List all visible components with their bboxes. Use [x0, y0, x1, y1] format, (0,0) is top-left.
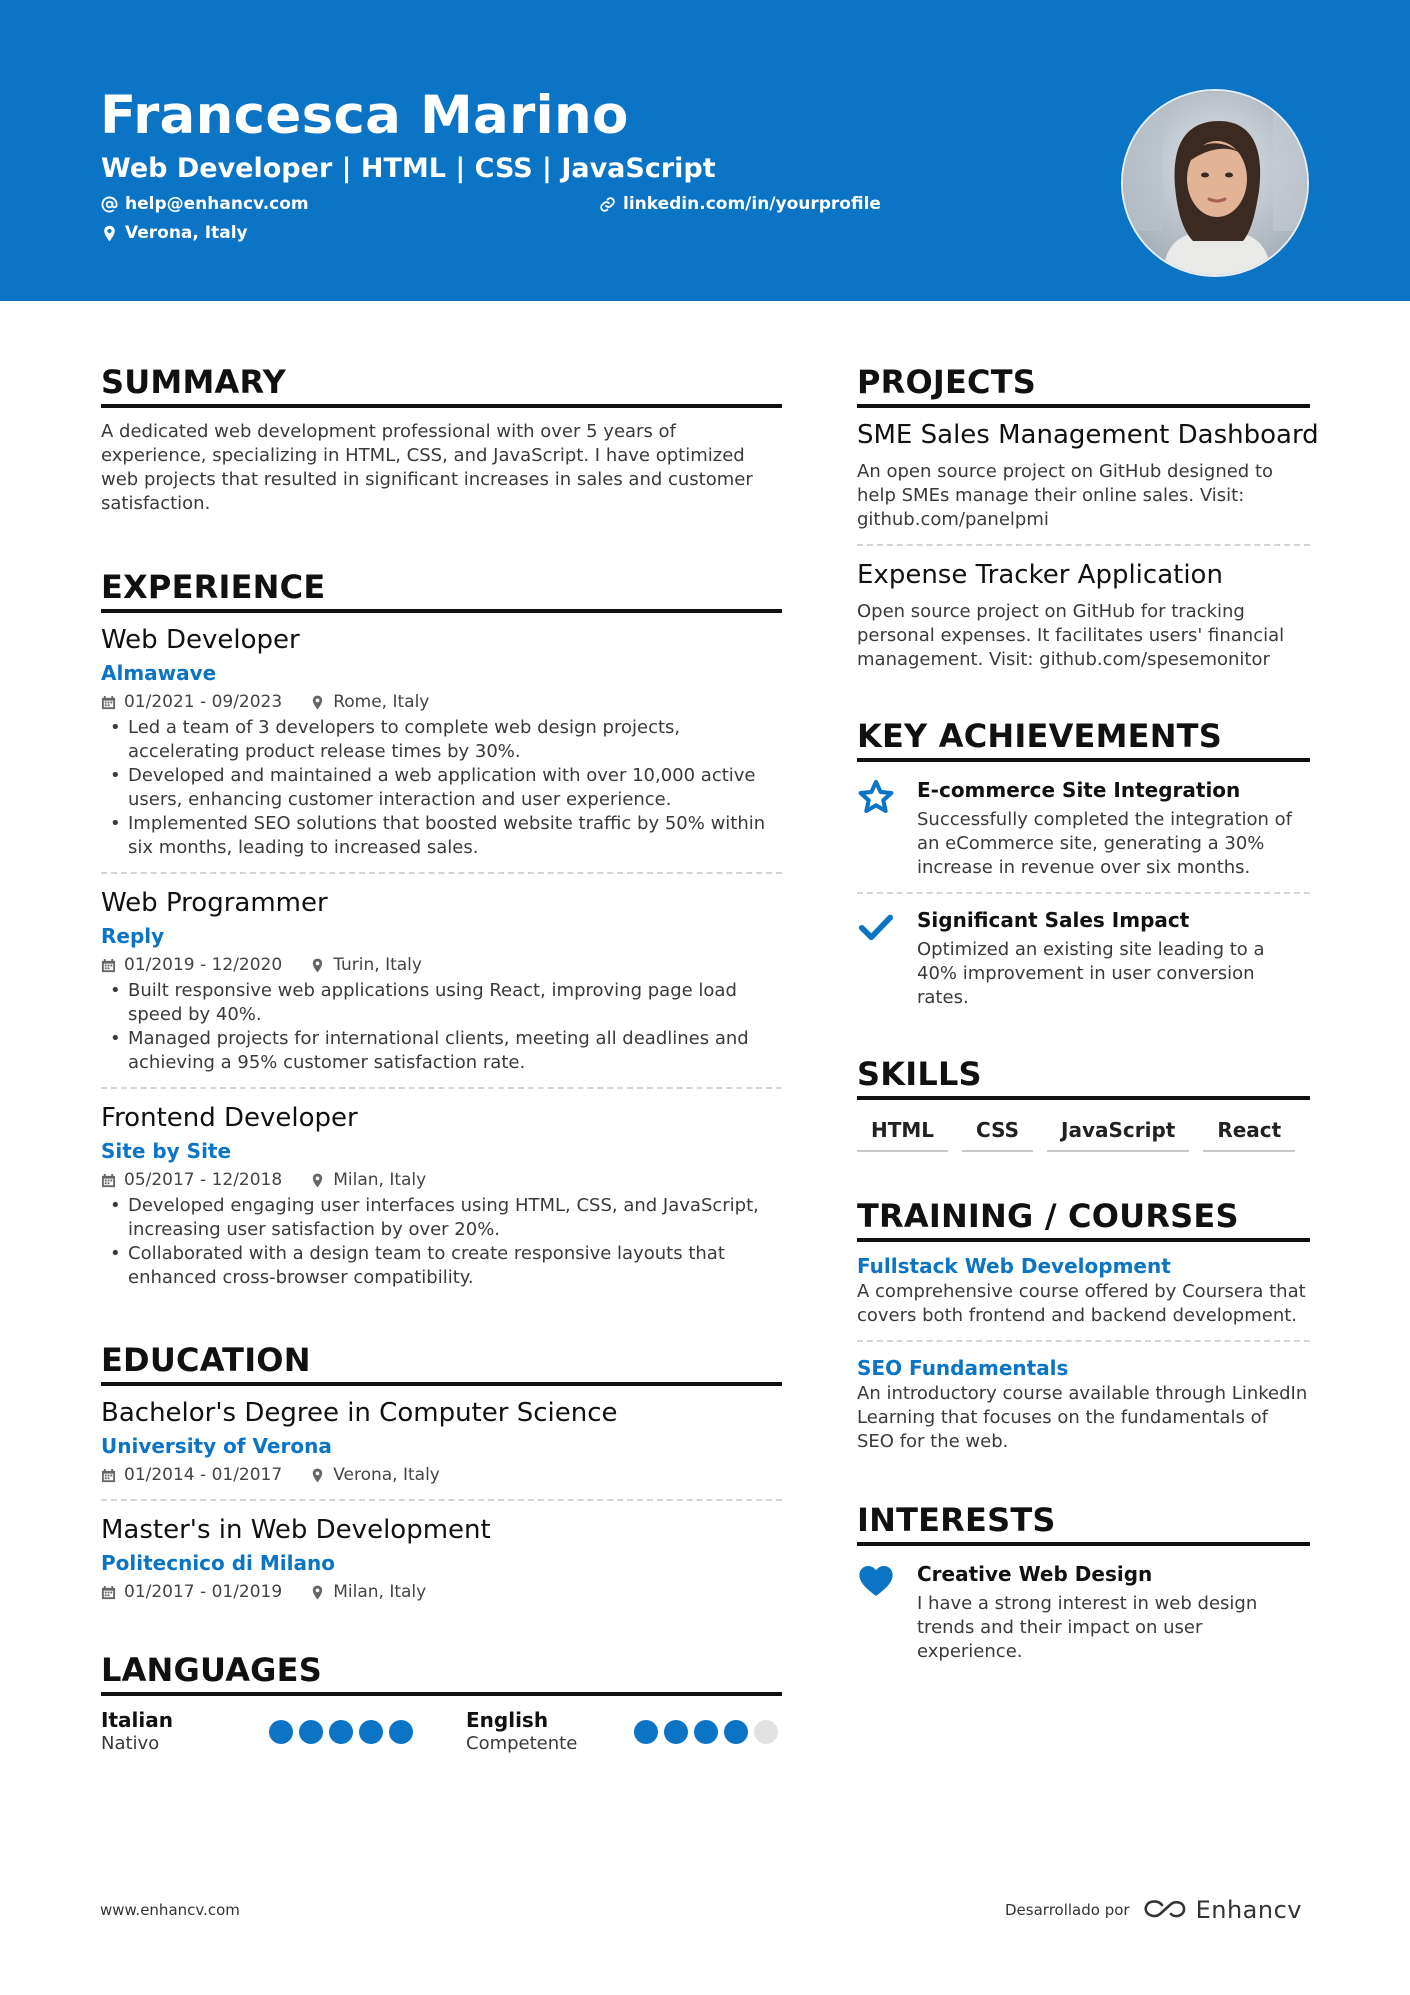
- summary-text: A dedicated web development professional with over 5 years of experience, specializing in HTML, CSS, and JavaScript. I have optimized web projects that resulted in significant increases in sales and customer satisfaction.: [101, 421, 753, 514]
- bullet-item: • Managed projects for international clients, meeting all deadlines and achieving a 95% customer satisfaction rate.: [101, 1027, 782, 1075]
- job-location: Rome, Italy: [333, 692, 430, 712]
- divider: [101, 1499, 782, 1501]
- job-title: Web Developer: [101, 625, 300, 655]
- footer-branding: [1005, 1896, 1302, 1924]
- checkmark-icon: [857, 908, 895, 946]
- achievement-description: Optimized an existing site leading to a 40% improvement in user conversion rates.: [917, 939, 1265, 1008]
- experience-title: EXPERIENCE: [101, 567, 782, 613]
- divider: [857, 1340, 1310, 1342]
- project-description: An open source project on GitHub designed to help SMEs manage their online sales. Visit: github.com/panelpmi: [857, 461, 1274, 530]
- education-meta: [101, 1580, 782, 1604]
- bullet-item: • Built responsive web applications using React, improving page load speed by 40%.: [101, 979, 782, 1027]
- heart-icon: [857, 1562, 895, 1600]
- languages-list: [101, 1708, 782, 1756]
- rating-dot-filled: [269, 1720, 293, 1744]
- job-meta: [101, 690, 782, 714]
- candidate-name: Francesca Marino: [100, 85, 629, 146]
- school-name: Politecnico di Milano: [101, 1551, 335, 1575]
- degree-title: Bachelor's Degree in Computer Science: [101, 1398, 618, 1428]
- calendar-icon: [101, 1585, 116, 1600]
- job-meta: [101, 953, 782, 977]
- course-description: An introductory course available through LinkedIn Learning that focuses on the fundamentals of SEO for the web.: [857, 1383, 1308, 1452]
- achievement-title: E-commerce Site Integration: [917, 778, 1241, 802]
- location-pin-icon: [310, 1585, 325, 1600]
- candidate-headline: Web Developer | HTML | CSS | JavaScript: [101, 153, 716, 184]
- course-item: [857, 1252, 1310, 1328]
- project-name: Expense Tracker Application: [857, 560, 1223, 590]
- calendar-icon: [101, 695, 116, 710]
- email-text: help@enhancv.com: [125, 194, 309, 214]
- course-description: A comprehensive course offered by Coursera that covers both frontend and backend development.: [857, 1281, 1306, 1326]
- project-item: [857, 418, 1319, 532]
- resume-header: [0, 0, 1410, 301]
- bullet-item: • Developed and maintained a web application with over 10,000 active users, enhancing customer interaction and user experience.: [101, 764, 782, 812]
- bullet-item: • Collaborated with a design team to create responsive layouts that enhanced cross-browser compatibility.: [101, 1242, 782, 1290]
- profile-photo-illustration: [1123, 91, 1309, 277]
- job-bullets: [101, 1194, 782, 1290]
- language-name: Italian: [101, 1708, 173, 1732]
- location-pin-icon: [310, 958, 325, 973]
- job-dates: 01/2019 - 12/2020: [124, 955, 283, 975]
- bullet-item: • Developed engaging user interfaces using HTML, CSS, and JavaScript, increasing user satisfaction by over 20%.: [101, 1194, 782, 1242]
- company-name: Site by Site: [101, 1139, 232, 1163]
- rating-dot-filled: [694, 1720, 718, 1744]
- contact-linkedin[interactable]: [599, 193, 881, 215]
- skill-tag: React: [1203, 1114, 1295, 1152]
- rating-dot-filled: [299, 1720, 323, 1744]
- job-dates: 01/2021 - 09/2023: [124, 692, 283, 712]
- brand-name: Enhancv: [1195, 1896, 1302, 1924]
- education-item: [101, 1513, 782, 1604]
- divider: [857, 892, 1310, 894]
- languages-section: [101, 1650, 782, 1756]
- course-item: [857, 1354, 1310, 1454]
- project-description: Open source project on GitHub for tracking personal expenses. It facilitates users' financial management. Visit: github.com/spesemonitor: [857, 601, 1285, 670]
- interest-item: [857, 1560, 1310, 1664]
- interest-title: Creative Web Design: [917, 1562, 1153, 1586]
- interests-section: [857, 1500, 1310, 1664]
- enhancv-logo[interactable]: [1142, 1896, 1302, 1924]
- rating-dot-filled: [634, 1720, 658, 1744]
- school-name: University of Verona: [101, 1434, 332, 1458]
- rating-dot-filled: [359, 1720, 383, 1744]
- achievement-title: Significant Sales Impact: [917, 908, 1190, 932]
- education-meta: [101, 1463, 782, 1487]
- divider: [857, 544, 1310, 546]
- footer-website[interactable]: www.enhancv.com: [100, 1901, 240, 1919]
- job-bullets: [101, 716, 782, 860]
- skill-tag: HTML: [857, 1114, 948, 1152]
- achievements-section: [857, 716, 1310, 1010]
- summary-section: [101, 362, 782, 516]
- education-section: [101, 1340, 782, 1604]
- powered-by-text: Desarrollado por: [1005, 1901, 1130, 1919]
- skills-title: SKILLS: [857, 1054, 1310, 1100]
- education-location: Verona, Italy: [333, 1465, 440, 1485]
- job-location: Milan, Italy: [333, 1170, 427, 1190]
- rating-dot-filled: [329, 1720, 353, 1744]
- experience-section: [101, 567, 782, 1290]
- education-dates: 01/2014 - 01/2017: [124, 1465, 283, 1485]
- job-location: Turin, Italy: [333, 955, 422, 975]
- left-column: [101, 362, 782, 1756]
- training-section: [857, 1196, 1310, 1454]
- training-title: TRAINING / COURSES: [857, 1196, 1310, 1242]
- achievement-item: [857, 776, 1310, 880]
- contact-email[interactable]: [101, 193, 309, 215]
- rating-dot-filled: [664, 1720, 688, 1744]
- star-icon: [857, 778, 895, 816]
- contact-location: [101, 222, 248, 244]
- company-name: Almawave: [101, 661, 217, 685]
- calendar-icon: [101, 1468, 116, 1483]
- achievements-title: KEY ACHIEVEMENTS: [857, 716, 1310, 762]
- at-icon: [101, 196, 118, 213]
- education-title: EDUCATION: [101, 1340, 782, 1386]
- divider: [101, 872, 782, 874]
- language-name: English: [466, 1708, 549, 1732]
- job-title: Web Programmer: [101, 888, 328, 918]
- company-name: Reply: [101, 924, 165, 948]
- location-pin-icon: [101, 225, 118, 242]
- course-name: Fullstack Web Development: [857, 1254, 1171, 1278]
- enhancv-logo-icon: [1142, 1897, 1188, 1923]
- interest-description: I have a strong interest in web design trends and their impact on user experience.: [917, 1593, 1258, 1662]
- rating-dot-filled: [724, 1720, 748, 1744]
- bullet-item: • Led a team of 3 developers to complete web design projects, accelerating product release times by 30%.: [101, 716, 782, 764]
- language-rating: [269, 1720, 413, 1744]
- linkedin-text: linkedin.com/in/yourprofile: [623, 194, 881, 214]
- job-dates: 05/2017 - 12/2018: [124, 1170, 283, 1190]
- link-icon: [599, 196, 616, 213]
- language-rating: [634, 1720, 778, 1744]
- languages-title: LANGUAGES: [101, 1650, 782, 1696]
- language-level: Nativo: [101, 1733, 160, 1754]
- job-bullets: [101, 979, 782, 1075]
- skill-tag: JavaScript: [1047, 1114, 1189, 1152]
- projects-title: PROJECTS: [857, 362, 1310, 408]
- skills-section: [857, 1054, 1310, 1152]
- summary-title: SUMMARY: [101, 362, 782, 408]
- degree-title: Master's in Web Development: [101, 1515, 491, 1545]
- job-title: Frontend Developer: [101, 1103, 358, 1133]
- skills-list: [857, 1114, 1310, 1152]
- location-pin-icon: [310, 1173, 325, 1188]
- language-item: [466, 1708, 782, 1756]
- projects-section: [857, 362, 1319, 672]
- experience-item: [101, 886, 782, 1075]
- achievement-item: [857, 906, 1310, 1010]
- education-dates: 01/2017 - 01/2019: [124, 1582, 283, 1602]
- location-pin-icon: [310, 1468, 325, 1483]
- profile-photo: [1121, 89, 1309, 277]
- calendar-icon: [101, 958, 116, 973]
- location-text: Verona, Italy: [125, 223, 248, 243]
- achievement-description: Successfully completed the integration of an eCommerce site, generating a 30% increase in revenue over six months.: [917, 809, 1293, 878]
- project-name: SME Sales Management Dashboard: [857, 420, 1319, 450]
- experience-item: [101, 1101, 782, 1290]
- education-item: [101, 1396, 782, 1487]
- rating-dot-filled: [389, 1720, 413, 1744]
- job-meta: [101, 1168, 782, 1192]
- calendar-icon: [101, 1173, 116, 1188]
- language-item: [101, 1708, 466, 1756]
- divider: [101, 1087, 782, 1089]
- education-location: Milan, Italy: [333, 1582, 427, 1602]
- bullet-item: • Implemented SEO solutions that boosted website traffic by 50% within six months, leading to increased sales.: [101, 812, 782, 860]
- experience-item: [101, 623, 782, 860]
- location-pin-icon: [310, 695, 325, 710]
- language-level: Competente: [466, 1733, 578, 1754]
- project-item: [857, 558, 1310, 672]
- course-name: SEO Fundamentals: [857, 1356, 1069, 1380]
- rating-dot-empty: [754, 1720, 778, 1744]
- right-column: [857, 362, 1319, 1664]
- interests-title: INTERESTS: [857, 1500, 1310, 1546]
- skill-tag: CSS: [962, 1114, 1033, 1152]
